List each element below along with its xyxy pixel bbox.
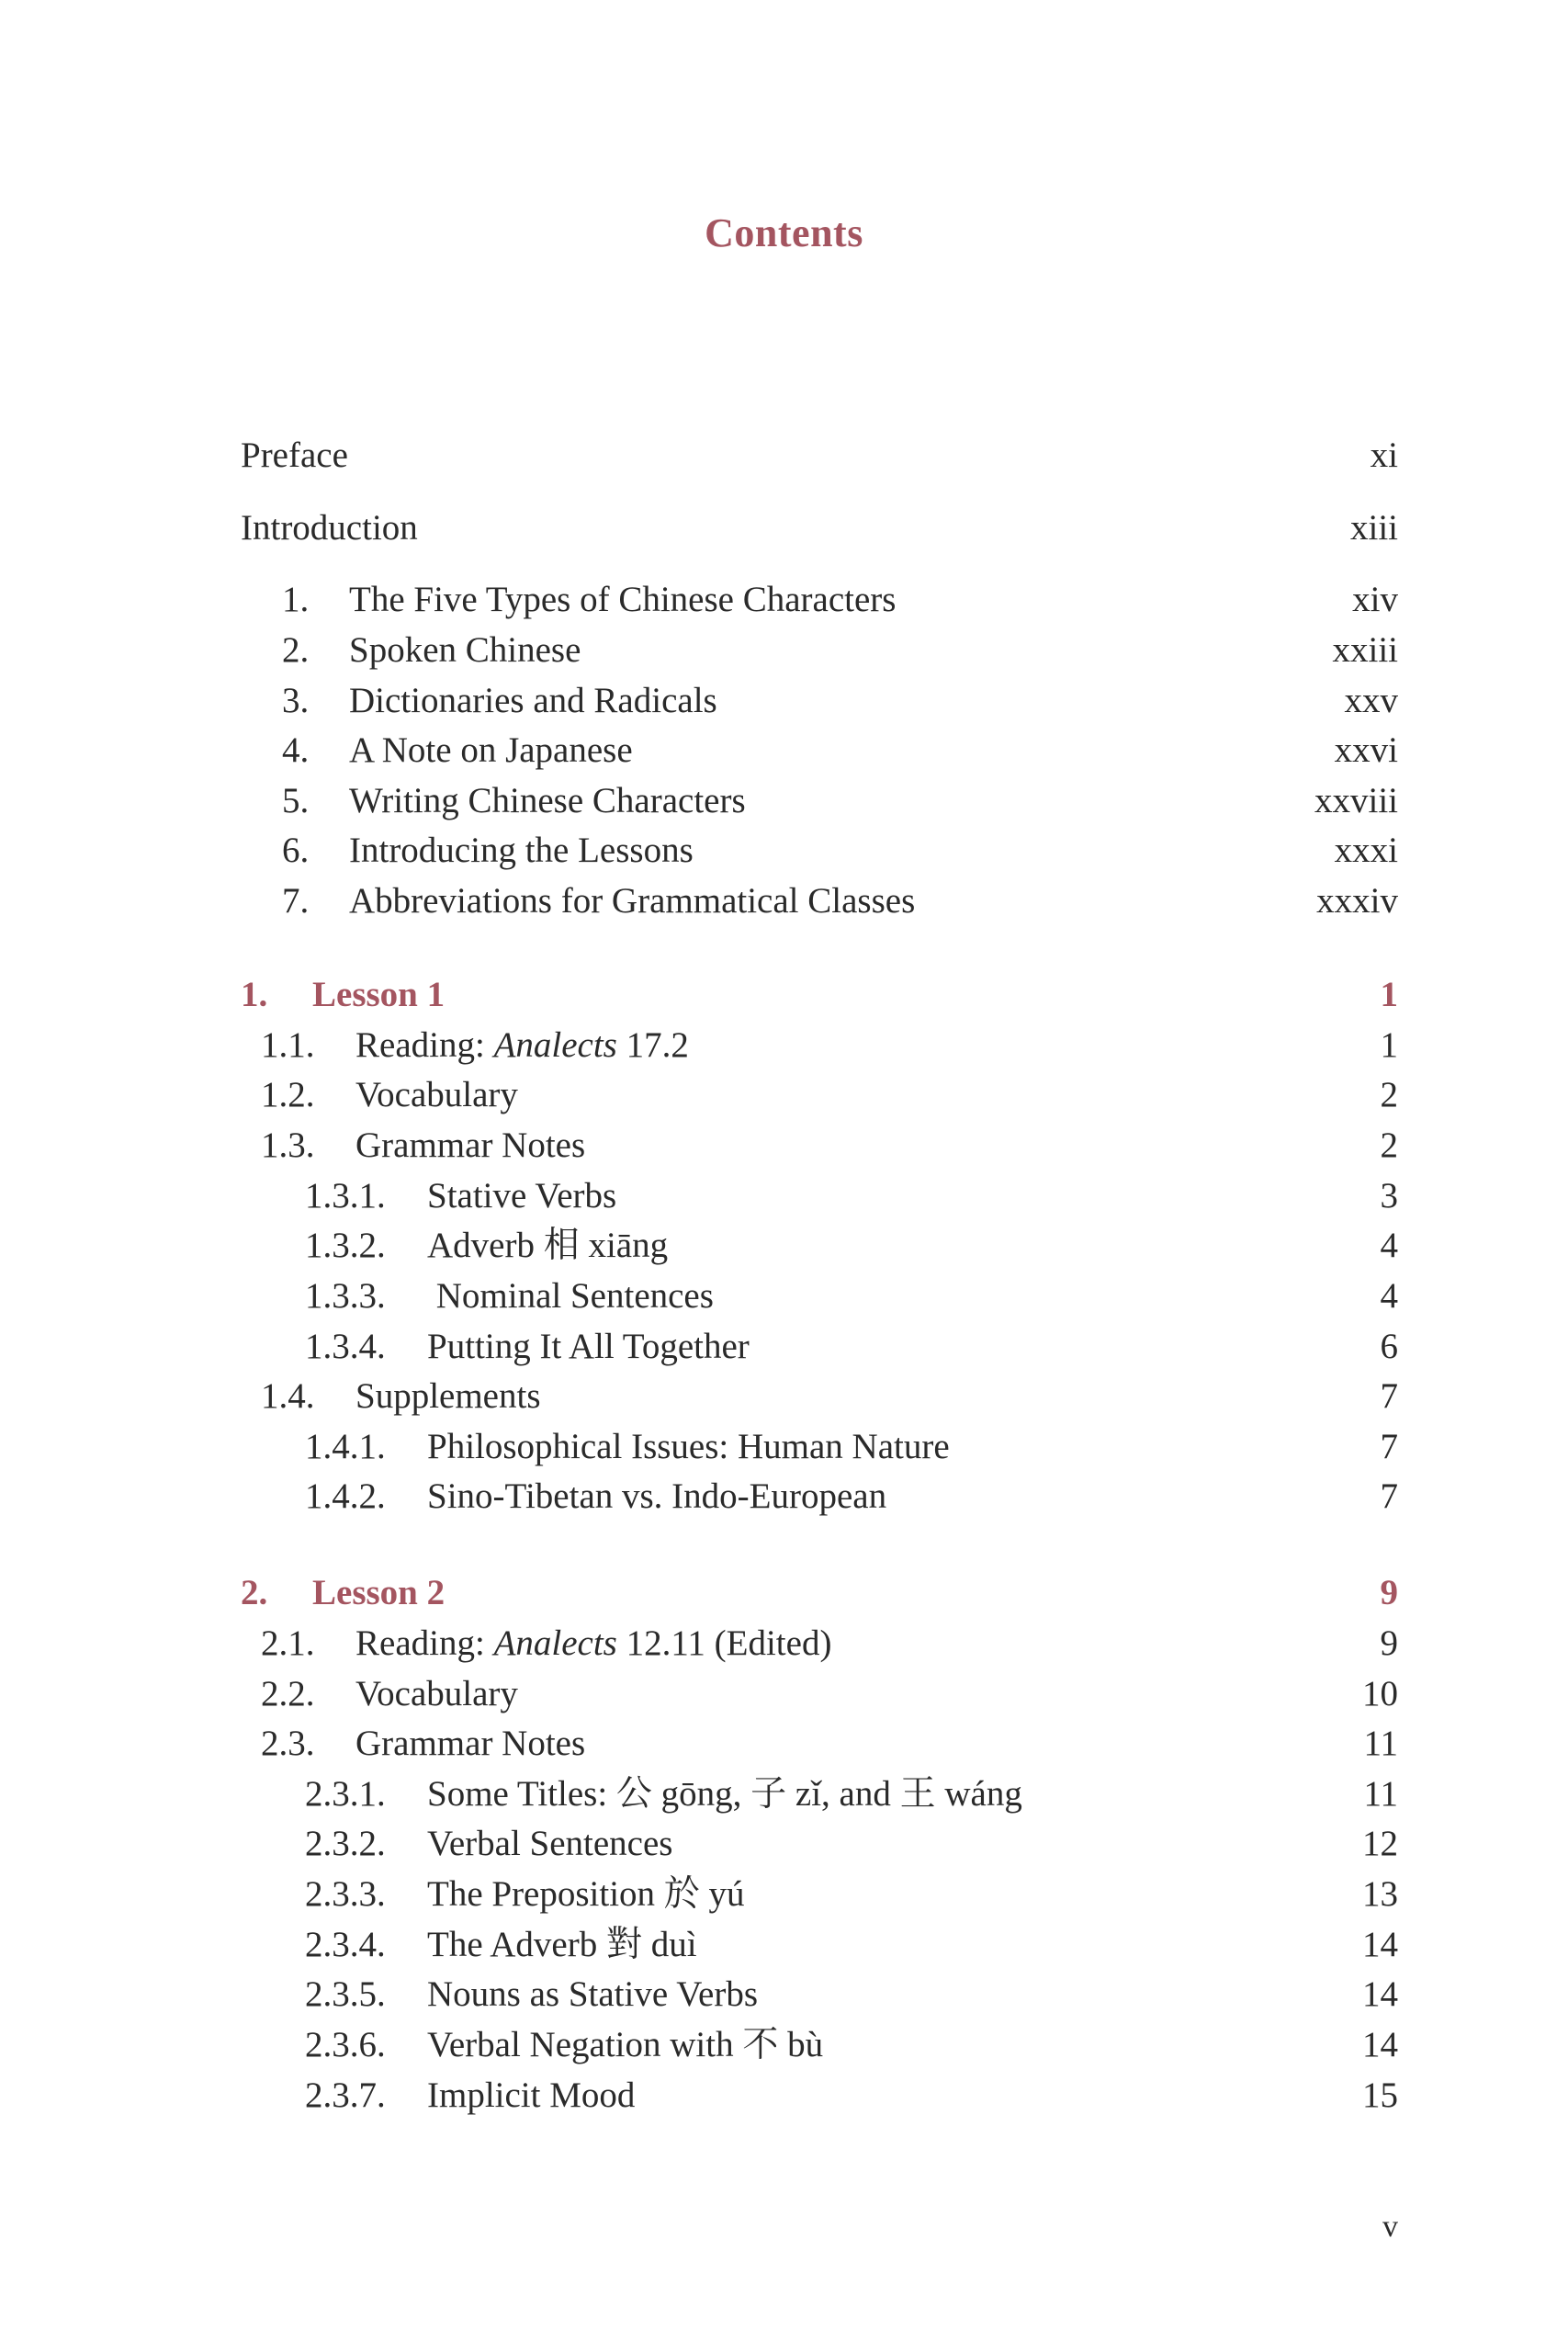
entry-title: Sino-Tibetan vs. Indo-European (427, 1476, 887, 1516)
entry-number: 2. (241, 1573, 268, 1612)
entry-title: Lesson 2 (312, 1573, 446, 1612)
entry-page-number: 14 (1362, 1925, 1398, 1964)
entry-title: The Five Types of Chinese Characters (349, 580, 897, 619)
entry-page-number: xxxiv (1316, 881, 1398, 921)
toc-entry[interactable] (241, 1070, 1398, 1120)
entry-number: 2.3.3. (305, 1874, 386, 1914)
entry-number: 1.4.1. (305, 1427, 386, 1466)
entry-number: 1.3.1. (305, 1176, 386, 1216)
entry-title: Vocabulary (355, 1075, 518, 1114)
toc-entry[interactable] (241, 2020, 1398, 2070)
toc-entry[interactable] (241, 626, 1398, 675)
entry-title: Reading: Analects 12.11 (Edited) (355, 1623, 832, 1663)
toc-entry[interactable] (241, 1422, 1398, 1472)
entry-number: 1.2. (261, 1075, 315, 1114)
entry-page-number: xiii (1349, 508, 1398, 548)
entry-page-number: 14 (1362, 1974, 1398, 2014)
entry-title: Verbal Negation with 不 bù (427, 2025, 824, 2064)
entry-number: 2.3.4. (305, 1925, 386, 1964)
toc-entry[interactable] (241, 575, 1398, 625)
entry-number: 1.4. (261, 1376, 315, 1416)
toc-entry[interactable] (241, 1272, 1398, 1321)
toc-entry[interactable] (241, 876, 1398, 926)
toc-entry[interactable] (241, 1372, 1398, 1421)
toc-entry[interactable] (241, 1221, 1398, 1271)
entry-number: 1.1. (261, 1025, 315, 1065)
entry-title: Supplements (355, 1376, 541, 1416)
entry-page-number: xxxi (1334, 831, 1398, 870)
toc-entry[interactable] (241, 1171, 1398, 1221)
entry-number: 6. (282, 831, 310, 870)
entry-page-number: 2 (1380, 1125, 1398, 1165)
entry-title: Writing Chinese Characters (349, 781, 746, 820)
entry-number: 5. (282, 781, 310, 820)
entry-title: Preface (241, 435, 348, 475)
toc-entry[interactable] (241, 1619, 1398, 1668)
entry-page-number: 2 (1380, 1075, 1398, 1114)
entry-number: 2. (282, 630, 310, 670)
entry-number: 1.3.3. (305, 1276, 386, 1316)
entry-page-number: 4 (1380, 1276, 1398, 1316)
entry-page-number: xxviii (1314, 781, 1398, 820)
entry-title: Reading: Analects 17.2 (355, 1025, 689, 1065)
entry-page-number: 1 (1380, 1025, 1398, 1065)
toc-chapter-entry[interactable] (241, 970, 1398, 1020)
entry-page-number: 13 (1362, 1874, 1398, 1914)
entry-page-number: xi (1370, 435, 1398, 475)
entry-title: Verbal Sentences (427, 1824, 673, 1863)
toc-entry[interactable] (241, 1669, 1398, 1719)
entry-number: 3. (282, 681, 310, 720)
entry-title: Lesson 1 (312, 975, 446, 1014)
toc-entry[interactable] (241, 676, 1398, 726)
entry-number: 1.3.4. (305, 1327, 386, 1366)
toc-entry[interactable] (241, 503, 1398, 553)
entry-number: 1. (282, 580, 310, 619)
entry-title: Introduction (241, 508, 418, 548)
toc-entry[interactable] (241, 1870, 1398, 1919)
toc-entry[interactable] (241, 1819, 1398, 1869)
entry-page-number: 9 (1380, 1573, 1398, 1612)
entry-title: Adverb 相 xiāng (427, 1226, 669, 1265)
entry-page-number: xxv (1344, 681, 1398, 720)
entry-page-number: 11 (1363, 1724, 1398, 1763)
entry-number: 4. (282, 730, 310, 770)
toc-entry[interactable] (241, 726, 1398, 775)
entry-page-number: 10 (1362, 1674, 1398, 1713)
entry-page-number: 9 (1380, 1623, 1398, 1663)
entry-number: 1.3.2. (305, 1226, 386, 1265)
entry-number: 2.3.6. (305, 2025, 386, 2064)
entry-number: 1.3. (261, 1125, 315, 1165)
entry-title: Dictionaries and Radicals (349, 681, 717, 720)
entry-page-number: 7 (1380, 1376, 1398, 1416)
entry-number: 2.3.5. (305, 1974, 386, 2014)
entry-title: Philosophical Issues: Human Nature (427, 1427, 950, 1466)
entry-number: 2.3.2. (305, 1824, 386, 1863)
toc-entry[interactable] (241, 826, 1398, 876)
toc-entry[interactable] (241, 1970, 1398, 2019)
entry-title: Putting It All Together (427, 1327, 750, 1366)
entry-page-number: 3 (1380, 1176, 1398, 1216)
entry-page-number: 14 (1362, 2025, 1398, 2064)
entry-title: Introducing the Lessons (349, 831, 694, 870)
entry-page-number: 7 (1380, 1427, 1398, 1466)
entry-title: Implicit Mood (427, 2075, 636, 2115)
entry-page-number: 15 (1362, 2075, 1398, 2115)
toc-entry[interactable] (241, 1920, 1398, 1970)
entry-number: 2.3. (261, 1724, 315, 1763)
entry-title: The Adverb 對 duì (427, 1925, 697, 1964)
toc-entry[interactable] (241, 1770, 1398, 1819)
entry-title: Nominal Sentences (427, 1276, 714, 1316)
entry-page-number: 1 (1380, 975, 1398, 1014)
entry-number: 1.4.2. (305, 1476, 386, 1516)
page-title: Contents (705, 210, 863, 255)
toc-entry[interactable] (241, 1472, 1398, 1521)
entry-page-number: 7 (1380, 1476, 1398, 1516)
entry-title: Abbreviations for Grammatical Classes (349, 881, 916, 921)
entry-title: Spoken Chinese (349, 630, 581, 670)
entry-page-number: 11 (1363, 1774, 1398, 1814)
toc-entry[interactable] (241, 1322, 1398, 1372)
entry-number: 2.3.7. (305, 2075, 386, 2115)
toc-entry[interactable] (241, 2071, 1398, 2120)
entry-title: Grammar Notes (355, 1724, 586, 1763)
entry-number: 1. (241, 975, 268, 1014)
toc-chapter-entry[interactable] (241, 1568, 1398, 1618)
toc-entry[interactable] (241, 1121, 1398, 1170)
entry-number: 2.2. (261, 1674, 315, 1713)
entry-page-number: 12 (1362, 1824, 1398, 1863)
entry-number: 2.1. (261, 1623, 315, 1663)
entry-title: Vocabulary (355, 1674, 518, 1713)
entry-title: Nouns as Stative Verbs (427, 1974, 759, 2014)
entry-title: Stative Verbs (427, 1176, 617, 1216)
toc-entry[interactable] (241, 1719, 1398, 1769)
entry-title: Some Titles: 公 gōng, 子 zǐ, and 王 wáng (427, 1774, 1022, 1814)
entry-page-number: xxvi (1334, 730, 1398, 770)
entry-page-number: 4 (1380, 1226, 1398, 1265)
entry-number: 7. (282, 881, 310, 921)
entry-number: 2.3.1. (305, 1774, 386, 1814)
entry-title: Grammar Notes (355, 1125, 586, 1165)
page-number: v (1382, 2210, 1398, 2244)
toc-entry[interactable] (241, 1021, 1398, 1070)
entry-title: The Preposition 於 yú (427, 1874, 745, 1914)
entry-page-number: xiv (1352, 580, 1398, 619)
entry-title: A Note on Japanese (349, 730, 633, 770)
toc-entry[interactable] (241, 776, 1398, 826)
toc-entry[interactable] (241, 431, 1398, 481)
entry-page-number: xxiii (1332, 630, 1398, 670)
entry-page-number: 6 (1380, 1327, 1398, 1366)
